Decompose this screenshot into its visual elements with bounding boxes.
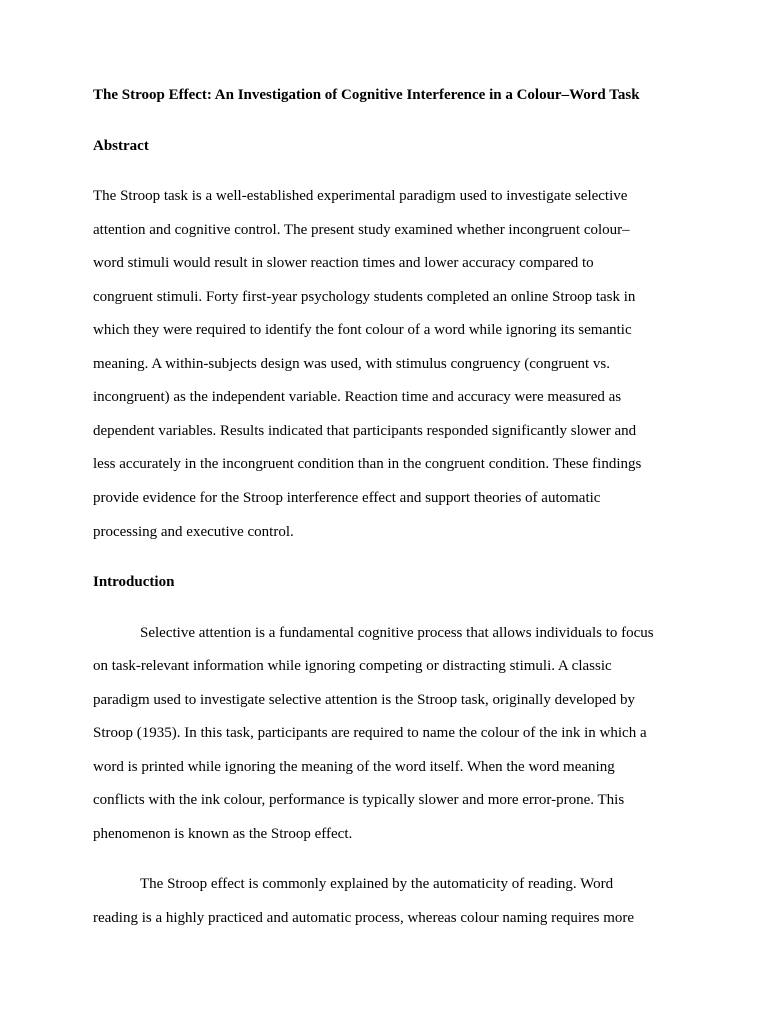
- abstract-line: word stimuli would result in slower reaction times and lower accuracy compared to: [93, 255, 594, 272]
- introduction-paragraph: [93, 617, 693, 852]
- abstract-line: which they were required to identify the font colour of a word while ignoring its semantic: [93, 322, 632, 339]
- abstract-line: less accurately in the incongruent condition than in the congruent condition. These findings: [93, 456, 642, 473]
- abstract-line: meaning. A within-subjects design was used, with stimulus congruency (congruent vs.: [93, 355, 611, 372]
- paragraph-line: reading is a highly practiced and automatic process, whereas colour naming requires more: [93, 910, 635, 927]
- paragraph-line: Selective attention is a fundamental cognitive process that allows individuals to focus: [140, 624, 654, 641]
- introduction-paragraph: [93, 868, 693, 935]
- abstract-line: incongruent) as the independent variable. Reaction time and accuracy were measured as: [93, 389, 622, 406]
- abstract-line: congruent stimuli. Forty first-year psychology students completed an online Stroop task in: [93, 288, 636, 305]
- abstract-line: attention and cognitive control. The present study examined whether incongruent colour–: [93, 221, 630, 238]
- document-body: [93, 79, 693, 953]
- paragraph-line: on task-relevant information while ignoring competing or distracting stimuli. A classic: [93, 658, 612, 675]
- paragraph-line: paradigm used to investigate selective attention is the Stroop task, originally developed by: [93, 691, 635, 708]
- abstract-paragraph: [93, 180, 693, 549]
- paragraph-line: The Stroop effect is commonly explained by the automaticity of reading. Word: [140, 876, 614, 893]
- paragraph-line: word is printed while ignoring the meaning of the word itself. When the word meaning: [93, 758, 615, 775]
- paper-title: The Stroop Effect: An Investigation of Cognitive Interference in a Colour–Word Task: [93, 87, 640, 103]
- paragraph-line: Stroop (1935). In this task, participants are required to name the colour of the ink in which a: [93, 725, 647, 742]
- abstract-line: provide evidence for the Stroop interference effect and support theories of automatic: [93, 490, 601, 507]
- abstract-line: processing and executive control.: [93, 523, 294, 540]
- introduction-heading: Introduction: [93, 574, 175, 591]
- abstract-line: The Stroop task is a well-established experimental paradigm used to investigate selective: [93, 188, 628, 205]
- paragraph-line: conflicts with the ink colour, performance is typically slower and more error-prone. This: [93, 792, 625, 809]
- abstract-line: dependent variables. Results indicated that participants responded significantly slower and: [93, 422, 637, 439]
- abstract-heading: Abstract: [93, 137, 149, 154]
- paragraph-line: phenomenon is known as the Stroop effect.: [93, 825, 353, 842]
